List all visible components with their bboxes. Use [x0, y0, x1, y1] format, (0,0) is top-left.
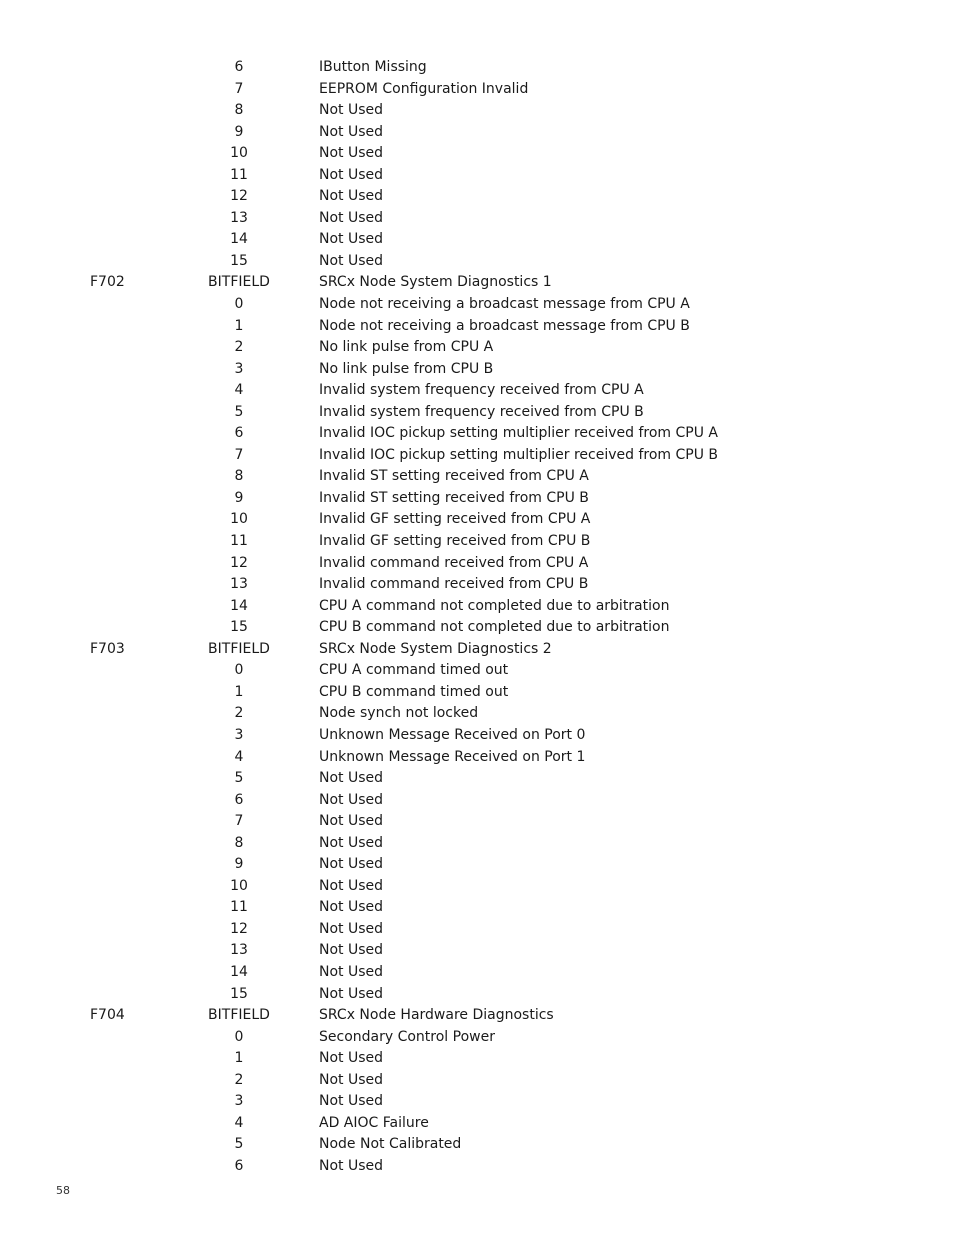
bit-number: 11	[230, 166, 248, 183]
bit-description: Unknown Message Received on Port 0	[319, 726, 586, 743]
table-row	[0, 531, 954, 553]
table-row	[0, 984, 954, 1006]
bit-number: 6	[234, 791, 244, 808]
bit-number: 6	[234, 425, 244, 442]
bit-description: Invalid IOC pickup setting multiplier received from CPU A	[319, 425, 718, 442]
bit-number: 10	[230, 511, 248, 528]
bit-number: 5	[234, 403, 244, 420]
table-row	[0, 940, 954, 962]
table-row	[0, 833, 954, 855]
bit-description: Invalid IOC pickup setting multiplier received from CPU B	[319, 446, 719, 463]
bit-number: 3	[234, 726, 244, 743]
bit-number: 12	[230, 554, 248, 571]
table-row	[0, 1027, 954, 1049]
table-row	[0, 186, 954, 208]
bit-description: Invalid command received from CPU A	[319, 554, 589, 571]
bit-number: 9	[234, 856, 244, 873]
table-row	[0, 1134, 954, 1156]
bit-description: Secondary Control Power	[319, 1028, 495, 1045]
bit-description: Node not receiving a broadcast message from CPU B	[319, 317, 690, 334]
bit-number: 4	[234, 1114, 244, 1131]
bit-description: Not Used	[319, 102, 384, 119]
table-row	[0, 380, 954, 402]
bit-number: 5	[234, 770, 244, 787]
bit-number: 7	[234, 80, 244, 97]
table-row	[0, 703, 954, 725]
bit-description: Unknown Message Received on Port 1	[319, 748, 586, 765]
table-row	[0, 617, 954, 639]
bit-description: Not Used	[319, 813, 384, 830]
bit-description: Invalid ST setting received from CPU A	[319, 468, 589, 485]
bit-number: 13	[230, 942, 248, 959]
bit-number: 6	[234, 1157, 244, 1174]
table-row	[0, 359, 954, 381]
bit-description: Not Used	[319, 1050, 384, 1067]
table-row	[0, 423, 954, 445]
table-row	[0, 122, 954, 144]
bit-number: 8	[234, 468, 244, 485]
format-code: F704	[90, 1007, 125, 1024]
bit-number: 5	[234, 1136, 244, 1153]
bit-number: 3	[234, 360, 244, 377]
table-row	[0, 165, 954, 187]
bit-number: 13	[230, 576, 248, 593]
bit-number: 15	[230, 619, 248, 636]
bit-number: 1	[234, 1050, 244, 1067]
bit-number: 10	[230, 877, 248, 894]
table-row	[0, 316, 954, 338]
bit-description: AD AIOC Failure	[319, 1114, 429, 1131]
table-row	[0, 876, 954, 898]
bit-number: 11	[230, 533, 248, 550]
bit-description: Not Used	[319, 920, 384, 937]
bit-number: 6	[234, 59, 244, 75]
bit-number: 9	[234, 123, 244, 140]
bit-number: 1	[234, 683, 244, 700]
bit-number: 2	[234, 339, 244, 356]
bit-number: 8	[234, 834, 244, 851]
bit-description: Node synch not locked	[319, 705, 479, 722]
bit-description: Invalid ST setting received from CPU B	[319, 489, 589, 506]
bit-description: Not Used	[319, 856, 384, 873]
table-row	[0, 897, 954, 919]
page-number: 58	[56, 1184, 70, 1197]
bit-description: Not Used	[319, 963, 384, 980]
bit-description: Not Used	[319, 877, 384, 894]
bit-description: Not Used	[319, 985, 384, 1002]
bit-description: Invalid command received from CPU B	[319, 576, 589, 593]
bit-description: Node not receiving a broadcast message from CPU A	[319, 296, 690, 313]
bit-description: CPU B command not completed due to arbitration	[319, 619, 670, 636]
bit-number: 2	[234, 1071, 244, 1088]
format-code: F703	[90, 640, 125, 657]
table-row	[0, 100, 954, 122]
table-row	[0, 962, 954, 984]
bit-description: EEPROM Configuration Invalid	[319, 80, 529, 97]
bit-number: 15	[230, 252, 248, 269]
bit-description: Not Used	[319, 1071, 384, 1088]
bit-number: 0	[234, 1028, 244, 1045]
bit-description: Invalid GF setting received from CPU B	[319, 533, 591, 550]
table-row	[0, 811, 954, 833]
bit-description: Not Used	[319, 252, 384, 269]
bit-description: Not Used	[319, 770, 384, 787]
table-row	[0, 509, 954, 531]
bit-description: No link pulse from CPU A	[319, 339, 494, 356]
format-code: F702	[90, 274, 125, 291]
table-row	[0, 272, 954, 294]
table-row	[0, 725, 954, 747]
bit-description: CPU A command timed out	[319, 662, 509, 679]
table-row	[0, 337, 954, 359]
table-row	[0, 682, 954, 704]
bit-description: SRCx Node Hardware Diagnostics	[319, 1007, 554, 1024]
bit-description: Not Used	[319, 791, 384, 808]
table-row	[0, 1113, 954, 1135]
bit-number: 14	[230, 231, 248, 248]
bit-description: SRCx Node System Diagnostics 2	[319, 640, 552, 657]
bit-description: IButton Missing	[319, 59, 427, 75]
bit-number: 15	[230, 985, 248, 1002]
bit-description: No link pulse from CPU B	[319, 360, 494, 377]
bit-number: 13	[230, 209, 248, 226]
bit-number: 10	[230, 145, 248, 162]
bit-number: 12	[230, 920, 248, 937]
bit-description: Node Not Calibrated	[319, 1136, 462, 1153]
bit-description: Not Used	[319, 1157, 384, 1174]
bit-description: Not Used	[319, 834, 384, 851]
table-row	[0, 445, 954, 467]
table-row	[0, 251, 954, 273]
bit-description: Not Used	[319, 231, 384, 248]
bit-number: 4	[234, 382, 244, 399]
table-row	[0, 143, 954, 165]
bit-number: 8	[234, 102, 244, 119]
table-row	[0, 1156, 954, 1178]
bit-description: Invalid GF setting received from CPU A	[319, 511, 591, 528]
bit-description: Not Used	[319, 942, 384, 959]
table-row	[0, 596, 954, 618]
bit-description: Not Used	[319, 209, 384, 226]
table-row	[0, 57, 954, 79]
bit-number: 0	[234, 296, 244, 313]
bit-number: 14	[230, 963, 248, 980]
bit-number: BITFIELD	[208, 274, 270, 291]
table-row	[0, 488, 954, 510]
table-row	[0, 768, 954, 790]
table-row	[0, 1005, 954, 1027]
bit-number: 14	[230, 597, 248, 614]
bit-number: 4	[234, 748, 244, 765]
table-row	[0, 79, 954, 101]
bit-number: 11	[230, 899, 248, 916]
bit-number: BITFIELD	[208, 640, 270, 657]
bit-number: 3	[234, 1093, 244, 1110]
bit-description: Not Used	[319, 188, 384, 205]
table-row	[0, 553, 954, 575]
table-row	[0, 1070, 954, 1092]
table-row	[0, 229, 954, 251]
bit-number: 2	[234, 705, 244, 722]
table-row	[0, 294, 954, 316]
bit-description: Not Used	[319, 166, 384, 183]
bit-description: CPU A command not completed due to arbitration	[319, 597, 670, 614]
bit-description: Not Used	[319, 145, 384, 162]
bit-description: Not Used	[319, 1093, 384, 1110]
table-row	[0, 790, 954, 812]
table-row	[0, 854, 954, 876]
table-row	[0, 747, 954, 769]
table-row	[0, 466, 954, 488]
table-row	[0, 1048, 954, 1070]
table-row	[0, 660, 954, 682]
bit-number: 0	[234, 662, 244, 679]
bit-number: 12	[230, 188, 248, 205]
table-row	[0, 574, 954, 596]
bit-number: 9	[234, 489, 244, 506]
table-row	[0, 639, 954, 661]
table-row	[0, 402, 954, 424]
bit-number: 7	[234, 446, 244, 463]
bit-description: SRCx Node System Diagnostics 1	[319, 274, 552, 291]
bit-number: 7	[234, 813, 244, 830]
table-row	[0, 919, 954, 941]
bitfield-table	[0, 57, 954, 1177]
bit-description: Invalid system frequency received from CPU B	[319, 403, 644, 420]
bit-description: CPU B command timed out	[319, 683, 509, 700]
bit-description: Invalid system frequency received from CPU A	[319, 382, 644, 399]
table-row	[0, 1091, 954, 1113]
bit-description: Not Used	[319, 123, 384, 140]
bit-number: 1	[234, 317, 244, 334]
bit-number: BITFIELD	[208, 1007, 270, 1024]
table-row	[0, 208, 954, 230]
bit-description: Not Used	[319, 899, 384, 916]
